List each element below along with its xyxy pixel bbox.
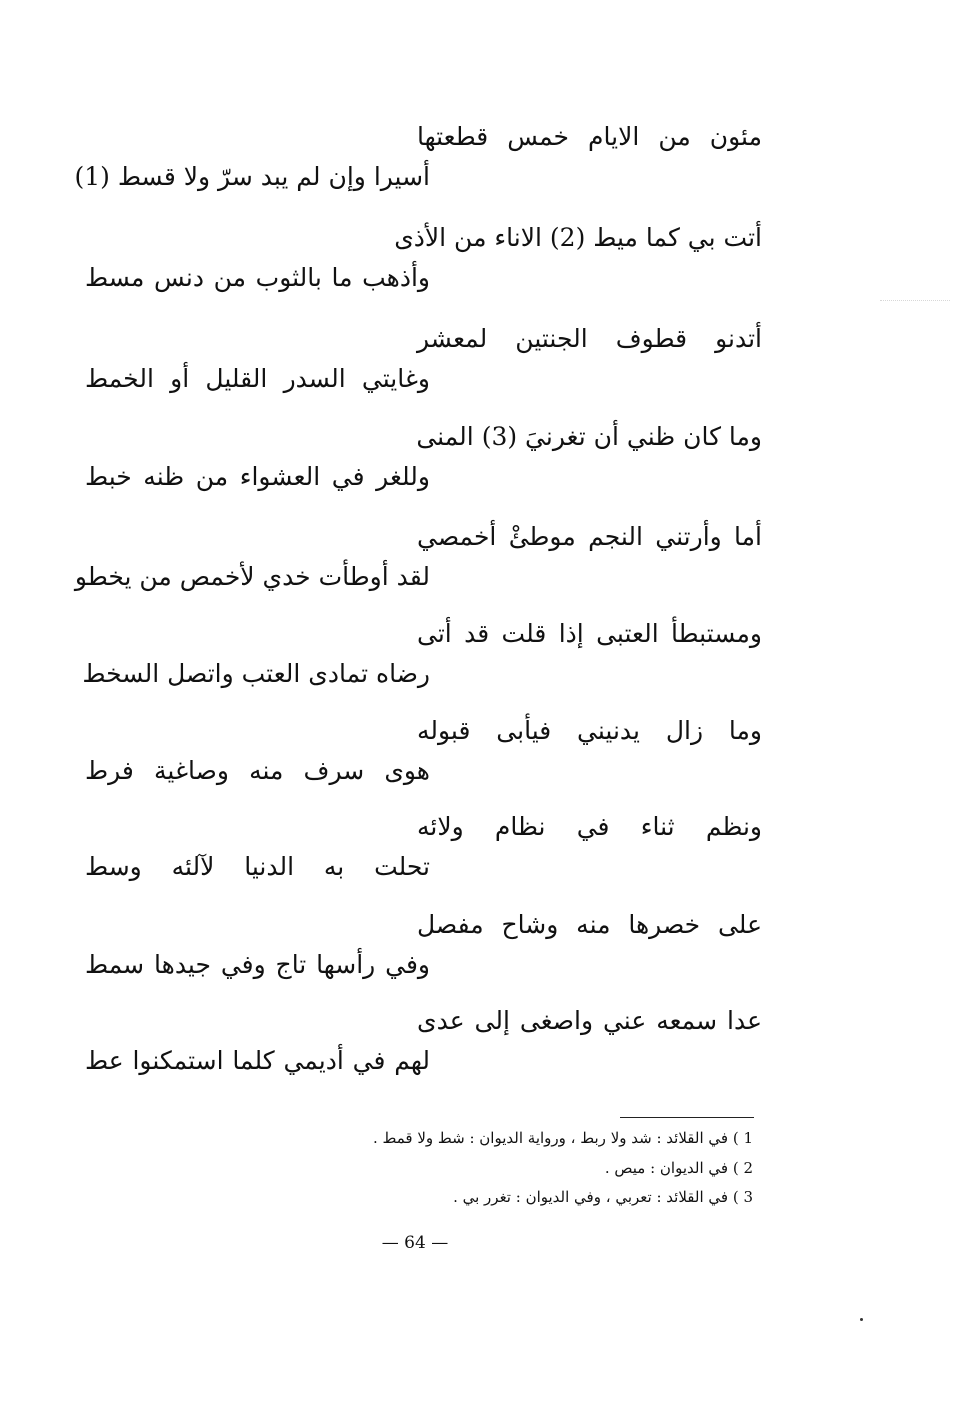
verse-10-first-hemistich: عدا سمعه عني واصغى إلى عدى [417,1006,762,1035]
verse-1-second-hemistich: أسيرا وإن لم يبد سرّ ولا قسط (1) [74,162,430,191]
footnote-divider [620,1117,754,1118]
page-number: — 64 — [381,1233,449,1253]
poem-verse-7 [0,714,955,814]
verse-3-first-hemistich: أتدنو قطوف الجنتين لمعشر [417,324,762,353]
verse-1-first-hemistich: مئون من الايام خمس قطعتها [417,122,762,151]
verse-6-second-hemistich: رضاه تمادى العتب واتصل السخط [82,659,430,688]
verse-3-second-hemistich: وغايتي السدر القليل أو الخمط [85,364,430,393]
verse-7-second-hemistich: هوى سرف منه وصاغية فرط [85,756,430,785]
footnote-1: 1 ) في القلائد : شد ولا ربط ، ورواية الديوان : شط ولا قمط . [372,1129,753,1147]
footnote-3: 3 ) في القلائد : تعربي ، وفي الديوان : تغرر بي . [453,1188,753,1206]
verse-10-second-hemistich: لهم في أديمي كلما استمكنوا عط [85,1046,430,1075]
poem-verse-9 [0,908,955,1008]
verse-7-first-hemistich: وما زال يدنيني فيأبى قبوله [417,716,762,745]
poem-verse-10 [0,1004,955,1104]
verse-2-first-hemistich: أتت بي كما ميط (2) الاناء من الأذى [394,223,762,252]
poem-verse-3 [0,322,955,422]
verse-4-second-hemistich: وللغر في العشواء من ظنه خبط [85,462,430,491]
verse-9-second-hemistich: وفي رأسها تاج وفي جيدها سمط [85,950,430,979]
scan-speck [860,1318,863,1321]
verse-8-second-hemistich: تحلت به الدنيا لآلئه وسط [85,852,430,881]
verse-9-first-hemistich: على خصرها منه وشاح مفصل [417,910,762,939]
verse-4-first-hemistich: وما كان ظني أن تغرنيَ (3) المنى [416,422,762,451]
poem-verse-1 [0,120,955,220]
verse-8-first-hemistich: ونظم ثناء في نظام ولائه [417,812,762,841]
verse-5-first-hemistich: أما وأرتني النجم موطئْ أخمصي [417,522,762,551]
poem-verse-2 [0,221,955,321]
footnote-2: 2 ) في الديوان : ميص . [604,1159,753,1177]
poem-verse-6 [0,617,955,717]
verse-2-second-hemistich: وأذهب ما بالثوب من دنس مسط [85,263,430,292]
poem-verse-4 [0,420,955,520]
poem-verse-8 [0,810,955,910]
verse-6-first-hemistich: ومستبطأ العتبى إذا قلت قد أتى [417,619,762,648]
poem-verse-5 [0,520,955,620]
verse-5-second-hemistich: لقد أوطأت خدي لأخمص من يخطو [74,562,430,591]
